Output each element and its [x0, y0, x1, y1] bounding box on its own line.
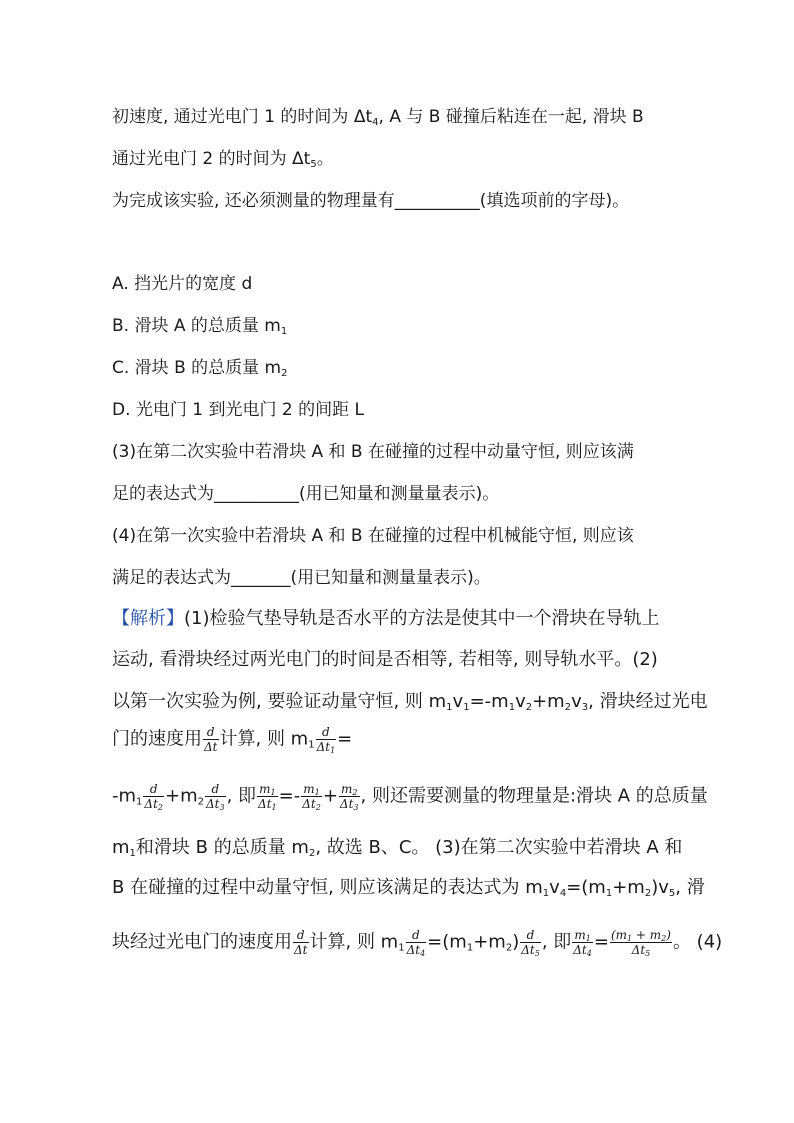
- fraction-d-over-dt3: $\frac{d}{\Delta t_3}$: [206, 782, 225, 812]
- fraction-m1-over-dt1: $\frac{m_1}{\Delta t_1}$: [258, 782, 277, 812]
- solution-tag: 【解析】: [112, 608, 184, 629]
- question-line-2: 通过光电门 2 的时间为 $\Delta t_5$。: [112, 149, 334, 170]
- fraction-d-over-dt5: $\frac{d}{\Delta t_5}$: [521, 928, 540, 958]
- option-b: B. 滑块 A 的总质量 $m_1$: [112, 316, 288, 337]
- option-d: D. 光电门 1 到光电门 2 的间距 L: [112, 400, 365, 420]
- solution-line-7: B 在碰撞的过程中动量守恒, 则应该满足的表达式为 $m_1v_4=(m_1+m_2)v_5$, 滑: [112, 877, 705, 899]
- solution-line-3: 以第一次实验为例, 要验证动量守恒, 则 $m_1v_1=-m_1v_2+m_2v_3$, 滑块经过光电: [112, 691, 708, 713]
- question-line-1: 初速度, 通过光电门 1 的时间为 $\Delta t_4$, A 与 B 碰撞后粘连在一起, 滑块 B: [112, 107, 644, 128]
- solution-line-5: $-m_1$ $\frac{d}{\Delta t_2}$ $+m_2$ $\frac{d}{\Delta t_3}$ , 即 $\frac{m_1}{\Delta t_1}$ =- $\frac{m_1}{\Delta t_2}$ + $\frac{m_2}{\Delta t_3}$ , 则还需要测量的物理量是:滑块 A 的总质量: [112, 782, 708, 812]
- question-4-line-2: 满足的表达式为_______(用已知量和测量量表示)。: [112, 568, 491, 588]
- fraction-d-over-dt-2: $\frac{d}{\Delta t}$: [294, 928, 308, 957]
- solution-line-2: 运动, 看滑块经过两光电门的时间是否相等, 若相等, 则导轨水平。(2): [112, 649, 658, 670]
- fraction-d-over-dt: $\frac{d}{\Delta t}$: [204, 725, 218, 754]
- solution-line-6: $m_1$和滑块 B 的总质量 $m_2$, 故选 B、C。 (3)在第二次实验中若滑块 A 和: [112, 837, 683, 859]
- question-3-line-2: 足的表达式为__________(用已知量和测量量表示)。: [112, 484, 500, 504]
- question-4-line-1: (4)在第一次实验中若滑块 A 和 B 在碰撞的过程中机械能守恒, 则应该: [112, 526, 634, 546]
- question-line-3: 为完成该实验, 还必须测量的物理量有__________(填选项前的字母)。: [112, 191, 630, 211]
- solution-line-1: 【解析】(1)检验气垫导轨是否水平的方法是使其中一个滑块在导轨上: [112, 608, 660, 629]
- fraction-msum-over-dt5: $\frac{(m_1 + m_2)}{\Delta t_5}$: [610, 928, 671, 958]
- option-c: C. 滑块 B 的总质量 $m_2$: [112, 358, 288, 379]
- fraction-m2-over-dt3: $\frac{m_2}{\Delta t_3}$: [339, 782, 359, 812]
- fraction-d-over-dt4: $\frac{d}{\Delta t_4}$: [406, 928, 426, 958]
- option-a: A. 挡光片的宽度 d: [112, 274, 253, 294]
- fraction-d-over-dt2: $\frac{d}{\Delta t_2}$: [144, 782, 163, 812]
- solution-line-4: 门的速度用 $\frac{d}{\Delta t}$ 计算, 则 $m_1$ $\frac{d}{\Delta t_1}$ =: [112, 725, 353, 755]
- fraction-d-over-dt1: $\frac{d}{\Delta t_1}$: [316, 725, 336, 755]
- question-3-line-1: (3)在第二次实验中若滑块 A 和 B 在碰撞的过程中动量守恒, 则应该满: [112, 442, 634, 462]
- fraction-m1-over-dt2: $\frac{m_1}{\Delta t_2}$: [302, 782, 321, 812]
- fraction-m1-over-dt4: $\frac{m_1}{\Delta t_4}$: [573, 928, 592, 958]
- solution-line-8: 块经过光电门的速度用 $\frac{d}{\Delta t}$ 计算, 则 $m_1$ $\frac{d}{\Delta t_4}$ $=(m_1+m_2)$ $\frac{d}{\Delta t_5}$ , 即 $\frac{m_1}{\Delta t_4}$ = $\frac{(m_1 + m_2)}{\Delta t_5}$ 。 (4): [112, 928, 723, 958]
